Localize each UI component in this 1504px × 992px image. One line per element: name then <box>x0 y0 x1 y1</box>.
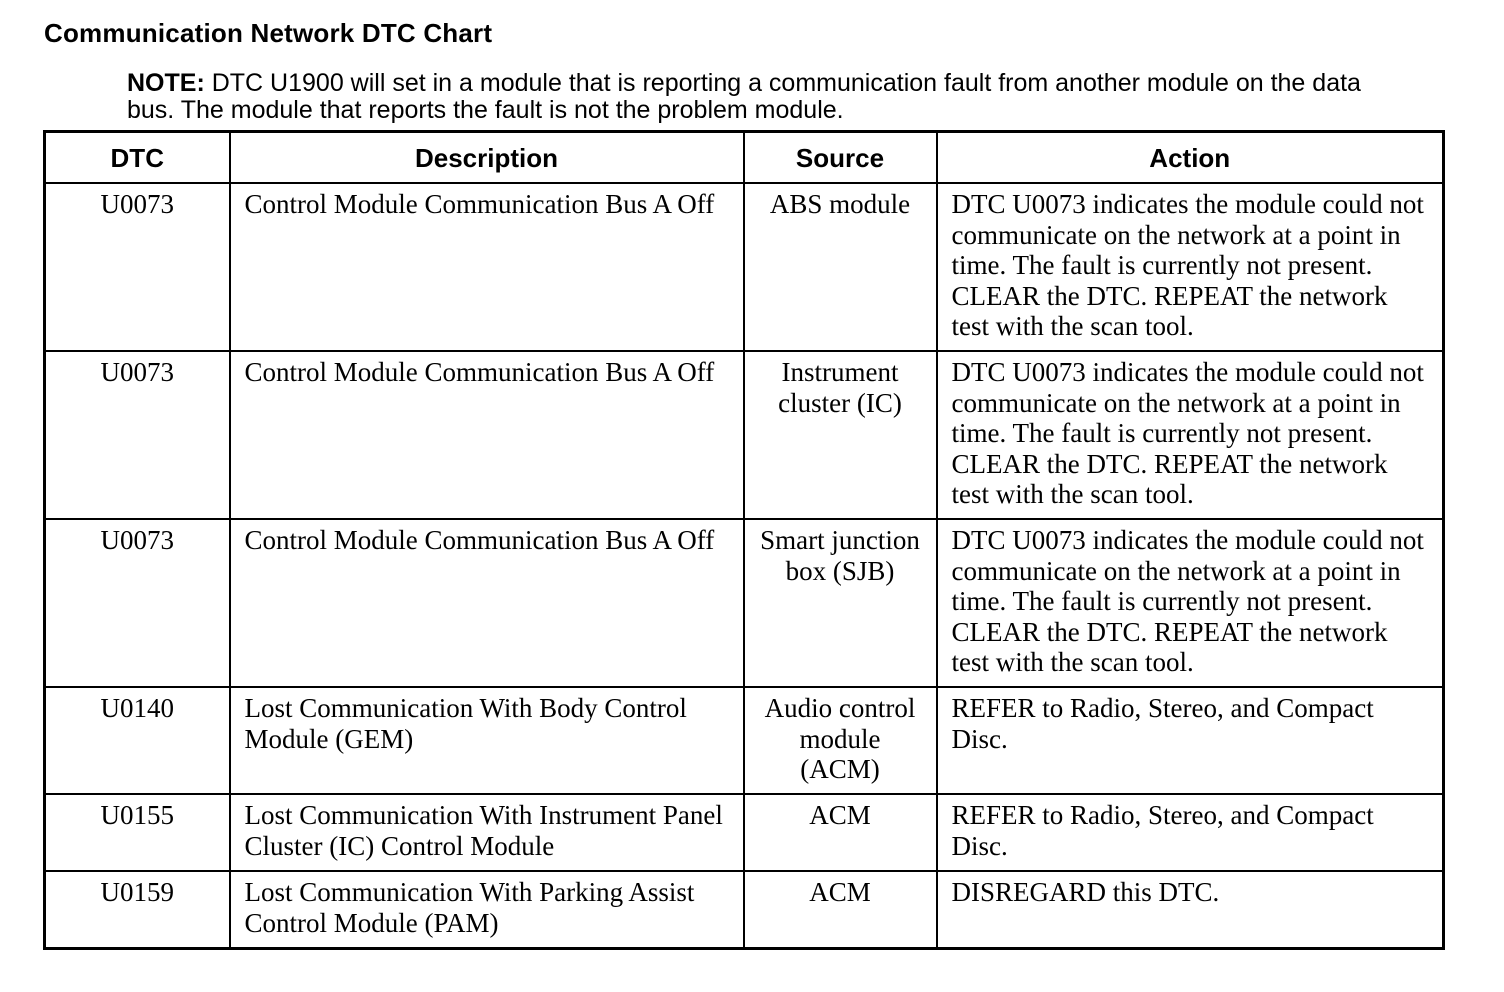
cell-dtc: U0073 <box>45 351 230 519</box>
cell-action: DISREGARD this DTC. <box>937 871 1444 949</box>
cell-action: REFER to Radio, Stereo, and Compact Disc. <box>937 687 1444 794</box>
cell-dtc: U0155 <box>45 794 230 871</box>
cell-dtc: U0073 <box>45 183 230 351</box>
cell-source: ABS module <box>744 183 937 351</box>
cell-dtc: U0073 <box>45 519 230 687</box>
cell-source: Audio control module (ACM) <box>744 687 937 794</box>
header-action: Action <box>937 132 1444 184</box>
header-dtc: DTC <box>45 132 230 184</box>
cell-dtc: U0159 <box>45 871 230 949</box>
page-title: Communication Network DTC Chart <box>44 18 493 48</box>
cell-description: Control Module Communication Bus A Off <box>230 519 744 687</box>
cell-source: ACM <box>744 794 937 871</box>
table-row <box>45 794 1444 871</box>
cell-description: Lost Communication With Parking Assist Control Module (PAM) <box>230 871 744 949</box>
header-description: Description <box>230 132 744 184</box>
table-row <box>45 183 1444 351</box>
table-row <box>45 351 1444 519</box>
cell-action: REFER to Radio, Stereo, and Compact Disc. <box>937 794 1444 871</box>
table-row <box>45 871 1444 949</box>
table-row <box>45 519 1444 687</box>
cell-source: ACM <box>744 871 937 949</box>
dtc-table <box>43 130 1445 950</box>
note-text: DTC U1900 will set in a module that is reporting a communication fault from another module on the data bus. The module that reports the fault is not the problem module. <box>127 69 1361 124</box>
header-source: Source <box>744 132 937 184</box>
cell-action: DTC U0073 indicates the module could not communicate on the network at a point in time. The fault is currently not present. CLEAR the DTC. REPEAT the network test with the scan tool. <box>937 519 1444 687</box>
cell-description: Control Module Communication Bus A Off <box>230 351 744 519</box>
table-row <box>45 687 1444 794</box>
cell-description: Lost Communication With Body Control Module (GEM) <box>230 687 744 794</box>
cell-dtc: U0140 <box>45 687 230 794</box>
cell-source: Smart junction box (SJB) <box>744 519 937 687</box>
cell-action: DTC U0073 indicates the module could not communicate on the network at a point in time. The fault is currently not present. CLEAR the DTC. REPEAT the network test with the scan tool. <box>937 183 1444 351</box>
cell-description: Control Module Communication Bus A Off <box>230 183 744 351</box>
note-label: NOTE: <box>127 69 205 97</box>
cell-action: DTC U0073 indicates the module could not communicate on the network at a point in time. The fault is currently not present. CLEAR the DTC. REPEAT the network test with the scan tool. <box>937 351 1444 519</box>
note-block <box>127 70 1377 124</box>
table-header-row <box>45 132 1444 184</box>
cell-description: Lost Communication With Instrument Panel Cluster (IC) Control Module <box>230 794 744 871</box>
cell-source: Instrument cluster (IC) <box>744 351 937 519</box>
